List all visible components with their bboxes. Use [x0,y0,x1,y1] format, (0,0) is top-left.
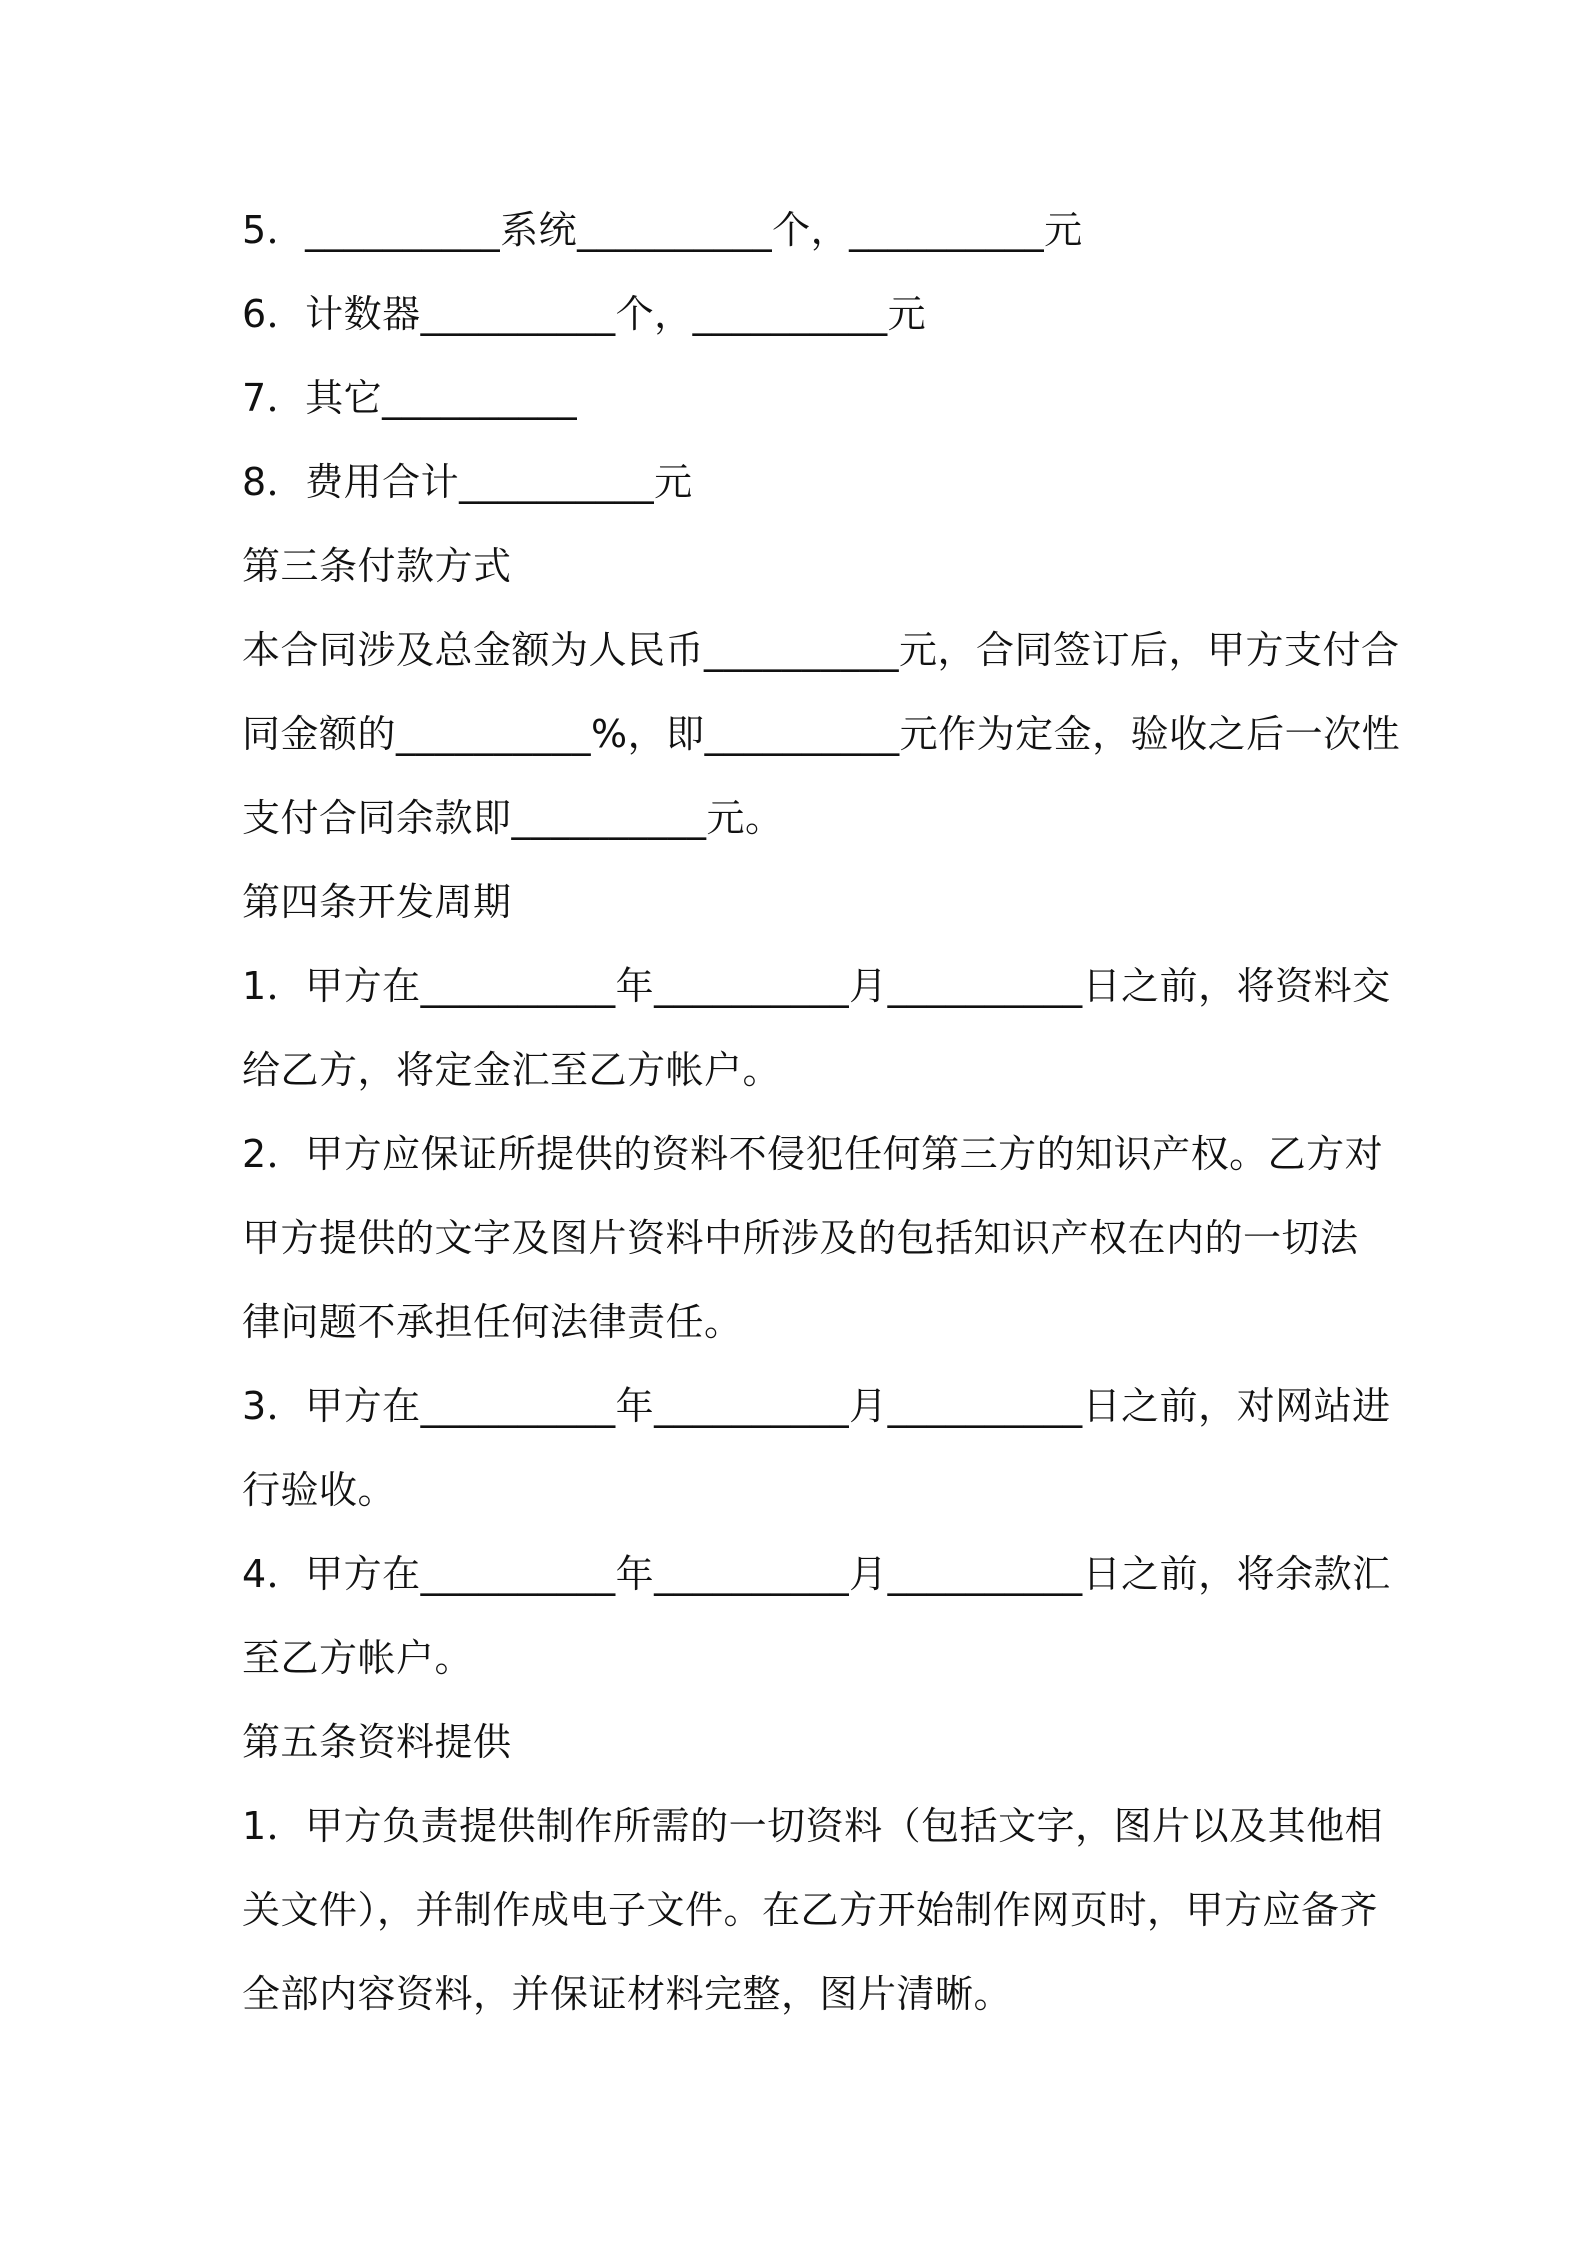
item-7-other: 7．其它__________ [242,376,578,420]
materials-item-1-line-3: 全部内容资料，并保证材料完整，图片清晰。 [242,1972,1013,2016]
materials-item-1-line-2: 关文件），并制作成电子文件。在乙方开始制作网页时，甲方应备齐 [242,1888,1379,1932]
payment-paragraph-line-2: 同金额的__________%，即__________元作为定金，验收之后一次性 [242,712,1401,756]
materials-item-1-line-1: 1．甲方负责提供制作所需的一切资料（包括文字，图片以及其他相 [242,1804,1384,1848]
article-4-heading: 第四条开发周期 [242,880,512,924]
article-3-heading: 第三条付款方式 [242,544,512,588]
document-body [242,198,1401,2046]
schedule-item-1-line-1: 1．甲方在__________年__________月__________日之前，将资料交 [242,964,1391,1008]
item-8-total-cost: 8．费用合计__________元 [242,460,693,504]
schedule-item-4-line-1: 4．甲方在__________年__________月__________日之前，将余款汇 [242,1552,1391,1596]
schedule-item-1-line-2: 给乙方，将定金汇至乙方帐户。 [242,1048,782,1092]
payment-paragraph-line-1: 本合同涉及总金额为人民币__________元，合同签订后，甲方支付合 [242,628,1400,672]
item-6-counter-cost: 6．计数器__________个，__________元 [242,292,927,336]
article-5-heading: 第五条资料提供 [242,1720,512,1764]
schedule-item-2-line-3: 律问题不承担任何法律责任。 [242,1300,743,1344]
schedule-item-2-line-1: 2．甲方应保证所提供的资料不侵犯任何第三方的知识产权。乙方对 [242,1132,1384,1176]
schedule-item-2-line-2: 甲方提供的文字及图片资料中所涉及的包括知识产权在内的一切法 [242,1216,1359,1260]
payment-paragraph-line-3: 支付合同余款即__________元。 [242,796,784,840]
schedule-item-4-line-2: 至乙方帐户。 [242,1636,474,1680]
item-5-system-cost: 5．__________系统__________个，__________元 [242,208,1083,252]
schedule-item-3-line-1: 3．甲方在__________年__________月__________日之前，对网站进 [242,1384,1391,1428]
schedule-item-3-line-2: 行验收。 [242,1468,397,1512]
